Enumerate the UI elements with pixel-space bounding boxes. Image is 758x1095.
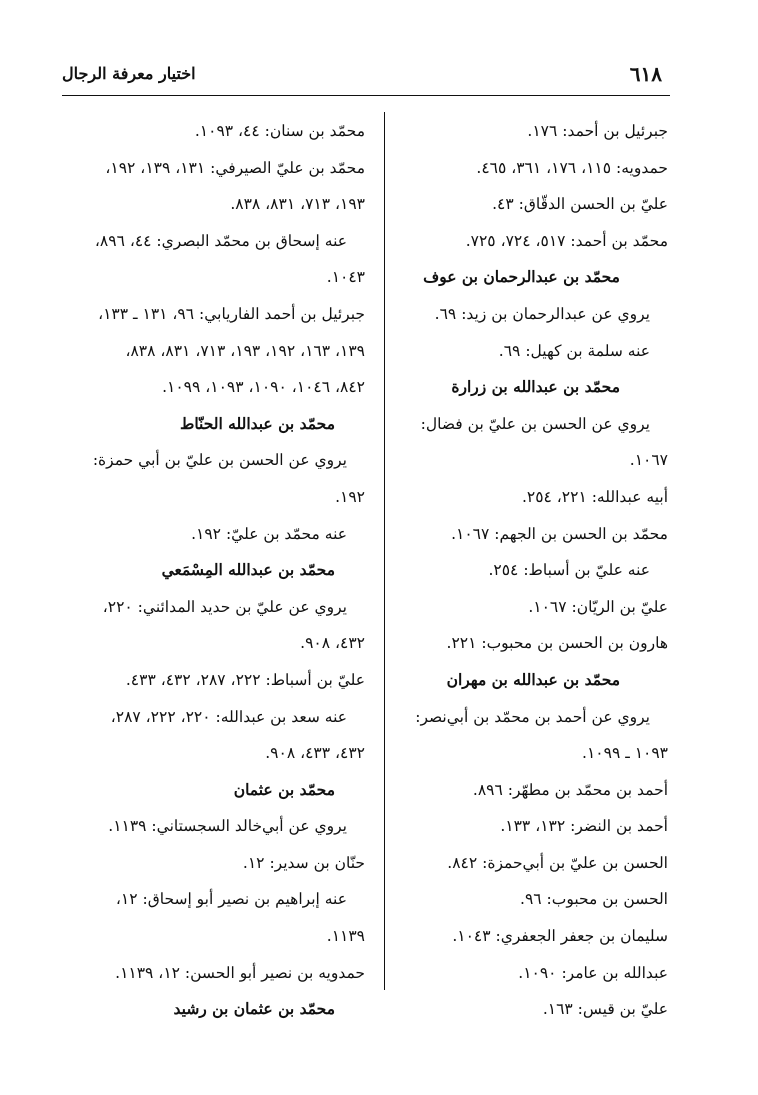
- entry-line: محمّد بن الحسن بن الجهم: ١٠٦٧.: [451, 524, 668, 543]
- entry-line: ٨٤٢، ١٠٤٦، ١٠٩٠، ١٠٩٣، ١٠٩٩.: [162, 378, 365, 397]
- entry-line: حمدويه: ١١٥، ١٧٦، ٣٦١، ٤٦٥.: [476, 158, 668, 177]
- entry-line: عنه عليّ بن أسباط: ٢٥٤.: [488, 561, 650, 580]
- entry-line: عنه إبراهيم بن نصير أبو إسحاق: ١٢،: [115, 890, 347, 909]
- entry-line: يروي عن أحمد بن محمّد بن أبي‌نصر:: [415, 707, 650, 726]
- entry-line: هارون بن الحسن بن محبوب: ٢٢١.: [446, 634, 668, 653]
- entry-line: ١٠٩٣ ـ ١٠٩٩.: [582, 744, 668, 763]
- entry-line: محمّد بن سنان: ٤٤، ١٠٩٣.: [194, 122, 365, 140]
- entry-heading: محمّد بن عبدالله الحنّاط: [179, 413, 335, 433]
- left-column: [65, 113, 365, 1028]
- entry-line: عليّ بن الحسن الدقّاق: ٤٣.: [492, 195, 668, 214]
- entry-heading: محمّد بن عثمان بن رشيد: [173, 999, 335, 1019]
- entry-heading: محمّد بن عبدالله بن مهران: [446, 669, 620, 689]
- entry-line: ٤٣٢، ٤٣٣، ٩٠٨.: [265, 744, 365, 763]
- entry-line: ١٠٤٣.: [326, 268, 365, 287]
- entry-line: حنّان بن سدير: ١٢.: [242, 853, 365, 872]
- entry-line: ١٩٢.: [335, 487, 365, 506]
- entry-line: الحسن بن محبوب: ٩٦.: [520, 890, 668, 909]
- entry-line: الحسن بن عليّ بن أبي‌حمزة: ٨٤٢.: [447, 853, 668, 872]
- column-divider: [384, 112, 385, 990]
- entry-heading: محمّد بن عثمان: [233, 779, 335, 799]
- entry-line: عنه سعد بن عبدالله: ٢٢٠، ٢٢٢، ٢٨٧،: [110, 707, 347, 726]
- page-number: ٦١٨: [629, 62, 662, 86]
- header-rule: [62, 95, 670, 96]
- page-header: [62, 58, 670, 94]
- entry-line: ١٩٣، ٧١٣، ٨٣١، ٨٣٨.: [230, 195, 365, 214]
- entry-line: يروي عن عليّ بن حديد المدائني: ٢٢٠،: [102, 597, 347, 616]
- entry-line: عنه محمّد بن عليّ: ١٩٢.: [191, 524, 347, 543]
- entry-line: أبيه عبدالله: ٢٢١، ٢٥٤.: [521, 487, 668, 506]
- running-title: اختيار معرفة الرجال: [62, 64, 196, 83]
- entry-line: ١١٣٩.: [326, 927, 365, 946]
- entry-line: محمّد بن أحمد: ٥١٧، ٧٢٤، ٧٢٥.: [465, 231, 668, 250]
- entry-line: أحمد بن النضر: ١٣٢، ١٣٣.: [500, 817, 668, 836]
- entry-line: عليّ بن الريّان: ١٠٦٧.: [528, 597, 668, 616]
- entry-line: يروي عن عبدالرحمان بن زيد: ٦٩.: [434, 304, 650, 323]
- entry-line: سليمان بن جعفر الجعفري: ١٠٤٣.: [452, 927, 668, 946]
- entry-line: ٤٣٢، ٩٠٨.: [300, 634, 365, 653]
- entry-line: ١٠٦٧.: [629, 451, 668, 470]
- entry-heading: محمّد بن عبدالرحمان بن عوف: [423, 267, 620, 287]
- entry-line: عنه إسحاق بن محمّد البصري: ٤٤، ٨٩٦،: [94, 231, 347, 250]
- entry-line: عنه سلمة بن كهيل: ٦٩.: [498, 341, 650, 360]
- entry-line: حمدويه بن نصير أبو الحسن: ١٢، ١١٣٩.: [115, 963, 365, 982]
- entry-line: عليّ بن قيس: ١٦٣.: [542, 1000, 668, 1019]
- entry-line: ١٣٩، ١٦٣، ١٩٢، ١٩٣، ٧١٣، ٨٣١، ٨٣٨،: [125, 341, 365, 360]
- entry-line: يروي عن الحسن بن عليّ بن أبي حمزة:: [92, 451, 347, 470]
- right-column: [398, 113, 668, 1028]
- entry-line: يروي عن الحسن بن عليّ بن فضال:: [420, 414, 650, 433]
- entry-line: عبدالله بن عامر: ١٠٩٠.: [518, 963, 668, 982]
- entry-heading: محمّد بن عبدالله المِسْمَعي: [161, 560, 335, 580]
- entry-heading: محمّد بن عبدالله بن زرارة: [451, 377, 620, 397]
- entry-line: أحمد بن محمّد بن مطهّر: ٨٩٦.: [472, 780, 668, 799]
- entry-line: محمّد بن عليّ الصيرفي: ١٣١، ١٣٩، ١٩٢،: [105, 158, 365, 177]
- entry-line: عليّ بن أسباط: ٢٢٢، ٢٨٧، ٤٣٢، ٤٣٣.: [125, 670, 365, 689]
- entry-line: جبرئيل بن أحمد: ١٧٦.: [527, 122, 668, 140]
- entry-line: جبرئيل بن أحمد الفاريابي: ٩٦، ١٣١ ـ ١٣٣،: [98, 304, 365, 323]
- entry-line: يروي عن أبي‌خالد السجستاني: ١١٣٩.: [108, 817, 347, 836]
